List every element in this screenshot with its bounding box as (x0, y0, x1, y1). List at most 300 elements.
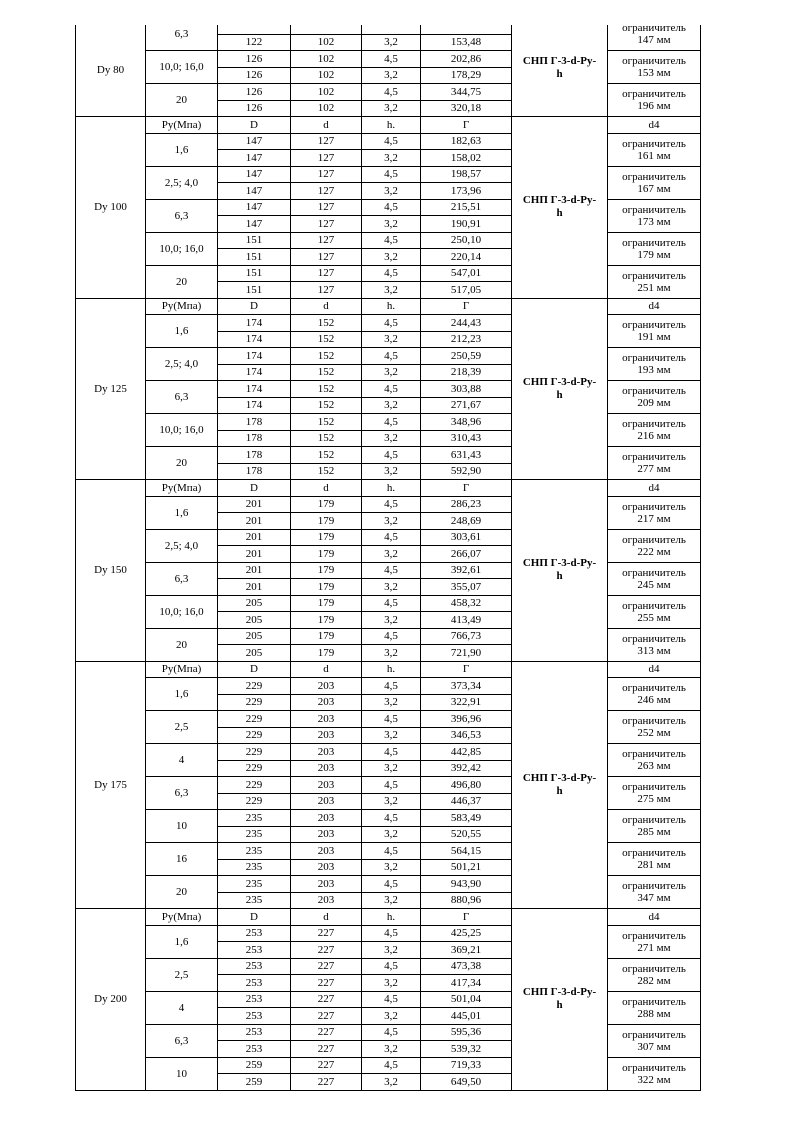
value-cell: 4,5 (362, 381, 421, 398)
value-cell (421, 25, 512, 34)
pressure-cell: 10,0; 16,0 (146, 414, 218, 447)
value-cell: 3,2 (362, 513, 421, 530)
value-cell: 203 (291, 843, 362, 860)
value-cell: 286,23 (421, 496, 512, 513)
value-cell: 3,2 (362, 942, 421, 959)
value-cell: 127 (291, 183, 362, 200)
value-cell (218, 25, 291, 34)
value-cell: 253 (218, 958, 291, 975)
pressure-cell: 1,6 (146, 678, 218, 711)
value-cell: 152 (291, 463, 362, 480)
value-cell: 179 (291, 595, 362, 612)
value-cell: 3,2 (362, 34, 421, 51)
value-cell: 152 (291, 397, 362, 414)
value-cell: 203 (291, 876, 362, 893)
designation-text: СНП Г-3-d-Ру- h (522, 771, 597, 797)
value-cell: 3,2 (362, 1074, 421, 1091)
value-cell: 235 (218, 826, 291, 843)
value-cell: 127 (291, 199, 362, 216)
value-cell: 4,5 (362, 315, 421, 332)
value-cell: 3,2 (362, 1008, 421, 1025)
pressure-cell: 2,5; 4,0 (146, 348, 218, 381)
D-column-header: D (218, 661, 291, 678)
value-cell: 3,2 (362, 645, 421, 662)
value-cell: 203 (291, 727, 362, 744)
value-cell: 229 (218, 744, 291, 761)
D-column-header: D (218, 909, 291, 926)
dy-cell: Dy 150 (76, 480, 146, 662)
designation-cell (512, 909, 608, 1091)
d-column-header: d (291, 480, 362, 497)
value-cell: 126 (218, 84, 291, 101)
limiter-cell: ограничитель 263 мм (608, 744, 701, 777)
value-cell: 266,07 (421, 546, 512, 563)
d4-column-header: d4 (608, 298, 701, 315)
value-cell: 235 (218, 892, 291, 909)
value-cell: 229 (218, 694, 291, 711)
value-cell: 203 (291, 793, 362, 810)
limiter-cell: ограничитель 282 мм (608, 958, 701, 991)
value-cell: 3,2 (362, 282, 421, 299)
designation-text: СНП Г-3-d-Ру- h (522, 55, 597, 80)
mass-column-header: Г (421, 480, 512, 497)
value-cell: 178 (218, 447, 291, 464)
limiter-cell: ограничитель 193 мм (608, 348, 701, 381)
designation-text: СНП Г-3-d-Ру- h (522, 986, 597, 1012)
value-cell: 203 (291, 826, 362, 843)
value-cell: 179 (291, 546, 362, 563)
limiter-cell: ограничитель 313 мм (608, 628, 701, 661)
value-cell: 3,2 (362, 546, 421, 563)
pressure-column-header: Ру(Мпа) (146, 909, 218, 926)
limiter-cell: ограничитель 245 мм (608, 562, 701, 595)
limiter-cell: ограничитель 246 мм (608, 678, 701, 711)
value-cell: 179 (291, 513, 362, 530)
limiter-cell: ограничитель 216 мм (608, 414, 701, 447)
pressure-cell: 1,6 (146, 496, 218, 529)
designation-cell (512, 117, 608, 299)
value-cell: 4,5 (362, 777, 421, 794)
value-cell: 3,2 (362, 463, 421, 480)
value-cell: 721,90 (421, 645, 512, 662)
value-cell: 153,48 (421, 34, 512, 51)
value-cell: 203 (291, 678, 362, 695)
value-cell: 227 (291, 1041, 362, 1058)
designation-text: СНП Г-3-d-Ру- h (522, 375, 597, 401)
value-cell: 174 (218, 364, 291, 381)
mass-column-header: Г (421, 298, 512, 315)
value-cell: 174 (218, 348, 291, 365)
mass-column-header: Г (421, 117, 512, 134)
value-cell: 151 (218, 265, 291, 282)
table-clip-region (75, 25, 703, 1091)
value-cell: 179 (291, 579, 362, 596)
value-cell: 179 (291, 496, 362, 513)
value-cell: 4,5 (362, 447, 421, 464)
value-cell: 3,2 (362, 249, 421, 266)
value-cell: 203 (291, 777, 362, 794)
value-cell: 564,15 (421, 843, 512, 860)
value-cell: 227 (291, 925, 362, 942)
pressure-cell: 20 (146, 84, 218, 117)
value-cell: 152 (291, 447, 362, 464)
value-cell: 250,10 (421, 232, 512, 249)
pressure-cell: 20 (146, 265, 218, 298)
value-cell: 203 (291, 744, 362, 761)
value-cell: 152 (291, 315, 362, 332)
limiter-cell: ограничитель 173 мм (608, 199, 701, 232)
pressure-cell: 10,0; 16,0 (146, 595, 218, 628)
value-cell: 147 (218, 150, 291, 167)
value-cell: 396,96 (421, 711, 512, 728)
limiter-cell: ограничитель 153 мм (608, 51, 701, 84)
limiter-cell: ограничитель 217 мм (608, 496, 701, 529)
value-cell: 4,5 (362, 414, 421, 431)
mass-column-header: Г (421, 661, 512, 678)
limiter-cell: ограничитель 147 мм (608, 25, 701, 51)
value-cell: 3,2 (362, 579, 421, 596)
value-cell: 250,59 (421, 348, 512, 365)
dy-cell: Dy 200 (76, 909, 146, 1091)
value-cell: 3,2 (362, 1041, 421, 1058)
value-cell: 126 (218, 51, 291, 68)
d-column-header: d (291, 298, 362, 315)
value-cell: 174 (218, 381, 291, 398)
designation-text: СНП Г-3-d-Ру- h (522, 194, 597, 220)
pressure-cell: 10 (146, 810, 218, 843)
limiter-cell: ограничитель 179 мм (608, 232, 701, 265)
value-cell: 220,14 (421, 249, 512, 266)
designation-cell (512, 480, 608, 662)
limiter-cell: ограничитель 307 мм (608, 1024, 701, 1057)
value-cell: 3,2 (362, 793, 421, 810)
pressure-cell: 6,3 (146, 777, 218, 810)
value-cell: 205 (218, 595, 291, 612)
d-column-header: d (291, 661, 362, 678)
value-cell: 355,07 (421, 579, 512, 596)
value-cell: 179 (291, 529, 362, 546)
pressure-cell: 10 (146, 1057, 218, 1090)
value-cell: 348,96 (421, 414, 512, 431)
pressure-cell: 20 (146, 628, 218, 661)
value-cell: 3,2 (362, 612, 421, 629)
d-column-header: d (291, 117, 362, 134)
d4-column-header: d4 (608, 909, 701, 926)
value-cell: 126 (218, 100, 291, 117)
pressure-cell: 1,6 (146, 315, 218, 348)
value-cell: 102 (291, 51, 362, 68)
value-cell: 147 (218, 166, 291, 183)
value-cell: 253 (218, 991, 291, 1008)
value-cell: 147 (218, 183, 291, 200)
limiter-cell: ограничитель 275 мм (608, 777, 701, 810)
designation-cell (512, 25, 608, 117)
value-cell: 4,5 (362, 958, 421, 975)
value-cell: 227 (291, 958, 362, 975)
pressure-cell: 4 (146, 991, 218, 1024)
value-cell: 203 (291, 859, 362, 876)
value-cell: 392,61 (421, 562, 512, 579)
D-column-header: D (218, 480, 291, 497)
pressure-cell: 20 (146, 876, 218, 909)
value-cell: 127 (291, 249, 362, 266)
value-cell: 322,91 (421, 694, 512, 711)
value-cell: 4,5 (362, 876, 421, 893)
value-cell: 4,5 (362, 925, 421, 942)
value-cell: 539,32 (421, 1041, 512, 1058)
value-cell: 4,5 (362, 810, 421, 827)
limiter-cell: ограничитель 252 мм (608, 711, 701, 744)
value-cell: 179 (291, 562, 362, 579)
value-cell: 178 (218, 414, 291, 431)
value-cell (362, 25, 421, 34)
value-cell: 4,5 (362, 678, 421, 695)
value-cell: 227 (291, 1074, 362, 1091)
value-cell: 227 (291, 975, 362, 992)
d4-column-header: d4 (608, 117, 701, 134)
value-cell: 3,2 (362, 67, 421, 84)
value-cell: 227 (291, 942, 362, 959)
value-cell: 152 (291, 381, 362, 398)
pressure-cell: 10,0; 16,0 (146, 232, 218, 265)
value-cell: 174 (218, 397, 291, 414)
value-cell: 3,2 (362, 430, 421, 447)
limiter-cell: ограничитель 255 мм (608, 595, 701, 628)
value-cell: 3,2 (362, 859, 421, 876)
value-cell: 369,21 (421, 942, 512, 959)
pressure-cell: 6,3 (146, 199, 218, 232)
value-cell: 227 (291, 1008, 362, 1025)
value-cell: 215,51 (421, 199, 512, 216)
limiter-cell: ограничитель 209 мм (608, 381, 701, 414)
value-cell: 517,05 (421, 282, 512, 299)
pressure-cell: 16 (146, 843, 218, 876)
value-cell: 201 (218, 562, 291, 579)
value-cell: 3,2 (362, 150, 421, 167)
value-cell: 102 (291, 34, 362, 51)
value-cell: 4,5 (362, 529, 421, 546)
value-cell: 501,04 (421, 991, 512, 1008)
limiter-cell: ограничитель 161 мм (608, 133, 701, 166)
pressure-cell: 6,3 (146, 25, 218, 51)
value-cell: 227 (291, 991, 362, 1008)
value-cell: 496,80 (421, 777, 512, 794)
value-cell: 205 (218, 645, 291, 662)
gasket-dimensions-table (75, 25, 701, 1091)
value-cell: 520,55 (421, 826, 512, 843)
h-column-header: h. (362, 480, 421, 497)
value-cell: 4,5 (362, 991, 421, 1008)
limiter-cell: ограничитель 285 мм (608, 810, 701, 843)
value-cell: 127 (291, 166, 362, 183)
value-cell: 413,49 (421, 612, 512, 629)
value-cell: 218,39 (421, 364, 512, 381)
value-cell: 4,5 (362, 199, 421, 216)
d4-column-header: d4 (608, 480, 701, 497)
value-cell: 3,2 (362, 364, 421, 381)
value-cell: 4,5 (362, 166, 421, 183)
value-cell: 178,29 (421, 67, 512, 84)
dy-cell: Dy 125 (76, 298, 146, 480)
value-cell: 179 (291, 628, 362, 645)
value-cell: 3,2 (362, 975, 421, 992)
limiter-cell: ограничитель 222 мм (608, 529, 701, 562)
value-cell: 3,2 (362, 331, 421, 348)
value-cell: 173,96 (421, 183, 512, 200)
value-cell: 271,67 (421, 397, 512, 414)
value-cell: 179 (291, 612, 362, 629)
value-cell: 344,75 (421, 84, 512, 101)
value-cell: 320,18 (421, 100, 512, 117)
value-cell: 473,38 (421, 958, 512, 975)
value-cell: 201 (218, 513, 291, 530)
value-cell: 4,5 (362, 595, 421, 612)
limiter-cell: ограничитель 251 мм (608, 265, 701, 298)
value-cell: 174 (218, 315, 291, 332)
value-cell: 126 (218, 67, 291, 84)
value-cell: 158,02 (421, 150, 512, 167)
value-cell: 127 (291, 232, 362, 249)
value-cell: 303,61 (421, 529, 512, 546)
value-cell: 152 (291, 414, 362, 431)
value-cell: 501,21 (421, 859, 512, 876)
value-cell: 182,63 (421, 133, 512, 150)
value-cell: 259 (218, 1057, 291, 1074)
designation-cell (512, 661, 608, 909)
h-column-header: h. (362, 117, 421, 134)
value-cell: 719,33 (421, 1057, 512, 1074)
value-cell: 127 (291, 216, 362, 233)
value-cell: 417,34 (421, 975, 512, 992)
pressure-cell: 20 (146, 447, 218, 480)
value-cell: 152 (291, 331, 362, 348)
pressure-cell: 6,3 (146, 562, 218, 595)
value-cell: 203 (291, 694, 362, 711)
dy-cell: Dy 175 (76, 661, 146, 909)
value-cell: 127 (291, 133, 362, 150)
value-cell: 392,42 (421, 760, 512, 777)
value-cell: 458,32 (421, 595, 512, 612)
value-cell: 373,34 (421, 678, 512, 695)
value-cell: 4,5 (362, 84, 421, 101)
value-cell: 229 (218, 777, 291, 794)
value-cell: 205 (218, 628, 291, 645)
limiter-cell: ограничитель 288 мм (608, 991, 701, 1024)
value-cell: 201 (218, 579, 291, 596)
value-cell: 127 (291, 265, 362, 282)
value-cell: 102 (291, 100, 362, 117)
value-cell: 229 (218, 678, 291, 695)
value-cell: 943,90 (421, 876, 512, 893)
d4-column-header: d4 (608, 661, 701, 678)
mass-column-header: Г (421, 909, 512, 926)
value-cell: 227 (291, 1057, 362, 1074)
value-cell: 201 (218, 529, 291, 546)
value-cell: 244,43 (421, 315, 512, 332)
pressure-cell: 2,5 (146, 711, 218, 744)
value-cell: 201 (218, 496, 291, 513)
value-cell: 4,5 (362, 711, 421, 728)
value-cell: 152 (291, 430, 362, 447)
pressure-cell: 2,5; 4,0 (146, 166, 218, 199)
value-cell: 3,2 (362, 216, 421, 233)
h-column-header: h. (362, 298, 421, 315)
value-cell: 4,5 (362, 265, 421, 282)
value-cell: 4,5 (362, 51, 421, 68)
pressure-cell: 10,0; 16,0 (146, 51, 218, 84)
limiter-cell: ограничитель 322 мм (608, 1057, 701, 1090)
value-cell: 198,57 (421, 166, 512, 183)
value-cell: 147 (218, 133, 291, 150)
value-cell: 122 (218, 34, 291, 51)
D-column-header: D (218, 298, 291, 315)
value-cell: 303,88 (421, 381, 512, 398)
pressure-column-header: Ру(Мпа) (146, 480, 218, 497)
value-cell: 178 (218, 463, 291, 480)
pressure-cell: 1,6 (146, 133, 218, 166)
value-cell: 4,5 (362, 562, 421, 579)
value-cell: 203 (291, 892, 362, 909)
value-cell: 3,2 (362, 727, 421, 744)
value-cell: 190,91 (421, 216, 512, 233)
value-cell: 253 (218, 1024, 291, 1041)
value-cell: 127 (291, 150, 362, 167)
value-cell: 147 (218, 199, 291, 216)
designation-cell (512, 298, 608, 480)
value-cell: 253 (218, 925, 291, 942)
value-cell: 201 (218, 546, 291, 563)
value-cell: 259 (218, 1074, 291, 1091)
pressure-column-header: Ру(Мпа) (146, 661, 218, 678)
pressure-cell: 6,3 (146, 381, 218, 414)
value-cell: 227 (291, 1024, 362, 1041)
value-cell: 4,5 (362, 843, 421, 860)
value-cell: 179 (291, 645, 362, 662)
value-cell: 202,86 (421, 51, 512, 68)
value-cell: 631,43 (421, 447, 512, 464)
pressure-cell: 1,6 (146, 925, 218, 958)
value-cell: 310,43 (421, 430, 512, 447)
value-cell: 229 (218, 711, 291, 728)
value-cell: 102 (291, 84, 362, 101)
value-cell: 880,96 (421, 892, 512, 909)
designation-text: СНП Г-3-d-Ру- h (522, 557, 597, 583)
value-cell: 595,36 (421, 1024, 512, 1041)
value-cell: 346,53 (421, 727, 512, 744)
h-column-header: h. (362, 661, 421, 678)
value-cell: 446,37 (421, 793, 512, 810)
value-cell: 174 (218, 331, 291, 348)
value-cell: 253 (218, 975, 291, 992)
value-cell: 229 (218, 760, 291, 777)
limiter-cell: ограничитель 271 мм (608, 925, 701, 958)
value-cell: 3,2 (362, 100, 421, 117)
value-cell: 4,5 (362, 133, 421, 150)
limiter-cell: ограничитель 196 мм (608, 84, 701, 117)
value-cell: 212,23 (421, 331, 512, 348)
value-cell: 4,5 (362, 1057, 421, 1074)
value-cell: 151 (218, 232, 291, 249)
value-cell: 235 (218, 859, 291, 876)
value-cell: 248,69 (421, 513, 512, 530)
pressure-cell: 4 (146, 744, 218, 777)
value-cell: 235 (218, 810, 291, 827)
value-cell: 229 (218, 793, 291, 810)
value-cell: 253 (218, 1008, 291, 1025)
value-cell: 649,50 (421, 1074, 512, 1091)
value-cell: 152 (291, 364, 362, 381)
value-cell: 4,5 (362, 628, 421, 645)
